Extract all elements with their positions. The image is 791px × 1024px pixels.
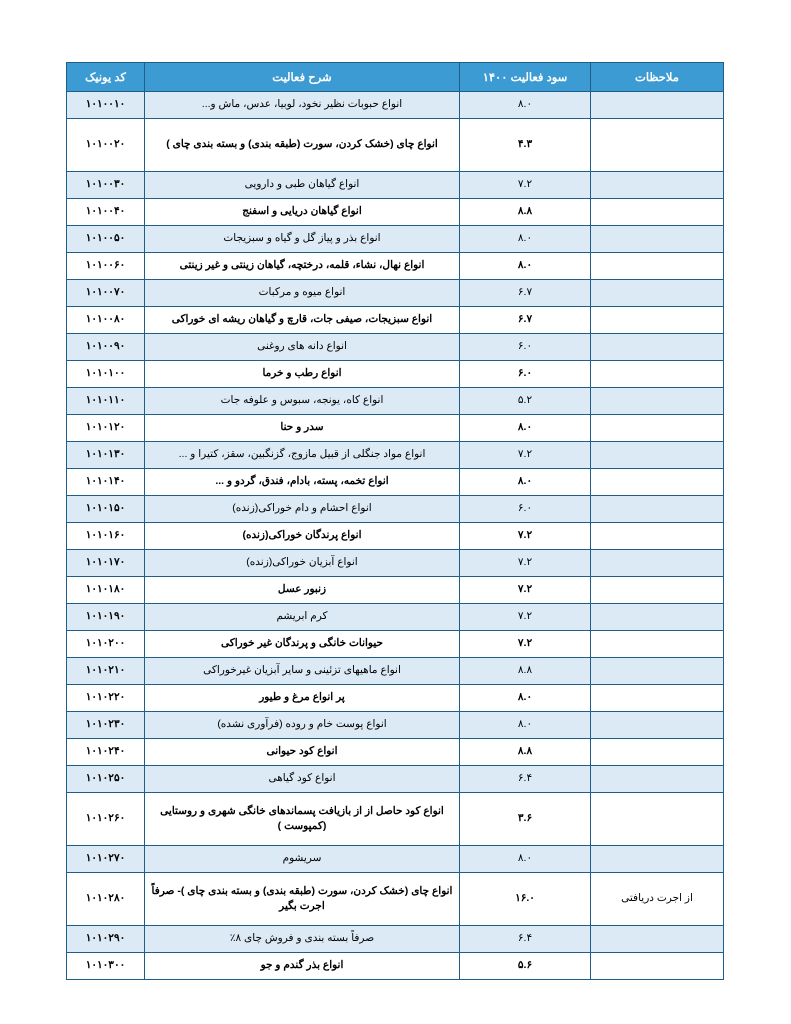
cell-description: انواع حبوبات نظیر نخود، لوبیا، عدس، ماش و...	[145, 92, 460, 119]
cell-profit: ۸.۰	[460, 685, 591, 712]
cell-profit: ۸.۰	[460, 226, 591, 253]
cell-code: ۱۰۱۰۱۵۰	[67, 496, 145, 523]
cell-description: انواع دانه های روغنی	[145, 334, 460, 361]
cell-description: انواع کاه، یونجه، سبوس و علوفه جات	[145, 388, 460, 415]
cell-code: ۱۰۱۰۰۹۰	[67, 334, 145, 361]
cell-code: ۱۰۱۰۰۷۰	[67, 280, 145, 307]
cell-profit: ۸.۰	[460, 712, 591, 739]
table-row	[67, 253, 724, 280]
cell-profit: ۵.۲	[460, 388, 591, 415]
table-row	[67, 550, 724, 577]
cell-code: ۱۰۱۰۱۶۰	[67, 523, 145, 550]
cell-description: سدر و حنا	[145, 415, 460, 442]
cell-description: انواع گیاهان طبی و دارویی	[145, 172, 460, 199]
cell-profit: ۷.۲	[460, 523, 591, 550]
cell-profit: ۸.۸	[460, 658, 591, 685]
cell-code: ۱۰۱۰۲۵۰	[67, 766, 145, 793]
cell-code: ۱۰۱۰۳۰۰	[67, 953, 145, 980]
cell-description: انواع بذر گندم و جو	[145, 953, 460, 980]
cell-profit: ۶.۰	[460, 334, 591, 361]
table-row	[67, 92, 724, 119]
cell-description: انواع نهال، نشاء، قلمه، درختچه، گیاهان زینتی و غیر زینتی	[145, 253, 460, 280]
cell-notes	[591, 658, 724, 685]
cell-notes	[591, 388, 724, 415]
cell-code: ۱۰۱۰۲۹۰	[67, 926, 145, 953]
cell-profit: ۶.۷	[460, 280, 591, 307]
cell-code: ۱۰۱۰۲۲۰	[67, 685, 145, 712]
cell-notes	[591, 172, 724, 199]
cell-notes	[591, 199, 724, 226]
table-row	[67, 307, 724, 334]
column-header-notes: ملاحظات	[591, 63, 724, 92]
cell-code: ۱۰۱۰۱۹۰	[67, 604, 145, 631]
cell-description: انواع بذر و پیاز گل و گیاه و سبزیجات	[145, 226, 460, 253]
cell-notes	[591, 926, 724, 953]
cell-notes	[591, 119, 724, 172]
cell-code: ۱۰۱۰۰۵۰	[67, 226, 145, 253]
cell-profit: ۷.۲	[460, 172, 591, 199]
cell-description: انواع کود حیوانی	[145, 739, 460, 766]
cell-notes	[591, 334, 724, 361]
cell-code: ۱۰۱۰۲۷۰	[67, 846, 145, 873]
cell-notes	[591, 577, 724, 604]
table-row	[67, 739, 724, 766]
cell-code: ۱۰۱۰۰۳۰	[67, 172, 145, 199]
table-row	[67, 577, 724, 604]
cell-notes	[591, 712, 724, 739]
cell-code: ۱۰۱۰۰۲۰	[67, 119, 145, 172]
table-row	[67, 172, 724, 199]
cell-code: ۱۰۱۰۲۴۰	[67, 739, 145, 766]
cell-description: انواع چای (خشک کردن، سورت (طبقه بندی) و بسته بندی چای )- صرفاً اجرت بگیر	[145, 873, 460, 926]
cell-code: ۱۰۱۰۰۴۰	[67, 199, 145, 226]
cell-description: صرفاً بسته بندی و فروش چای ۸٪	[145, 926, 460, 953]
table-row	[67, 388, 724, 415]
cell-notes	[591, 739, 724, 766]
table-row	[67, 119, 724, 172]
cell-notes	[591, 685, 724, 712]
activity-table-container	[67, 62, 724, 980]
table-row	[67, 766, 724, 793]
cell-code: ۱۰۱۰۲۶۰	[67, 793, 145, 846]
cell-description: سریشوم	[145, 846, 460, 873]
cell-profit: ۷.۲	[460, 631, 591, 658]
cell-code: ۱۰۱۰۰۱۰	[67, 92, 145, 119]
cell-description: انواع چای (خشک کردن، سورت (طبقه بندی) و بسته بندی چای )	[145, 119, 460, 172]
cell-notes	[591, 442, 724, 469]
cell-description: انواع آبزیان خوراکی(زنده)	[145, 550, 460, 577]
table-row	[67, 926, 724, 953]
cell-notes: از اجرت دریافتی	[591, 873, 724, 926]
cell-description: کرم ابریشم	[145, 604, 460, 631]
column-header-profit: سود فعالیت ۱۴۰۰	[460, 63, 591, 92]
table-row	[67, 685, 724, 712]
cell-notes	[591, 307, 724, 334]
cell-code: ۱۰۱۰۰۸۰	[67, 307, 145, 334]
column-header-description: شرح فعالیت	[145, 63, 460, 92]
cell-code: ۱۰۱۰۲۸۰	[67, 873, 145, 926]
cell-notes	[591, 766, 724, 793]
cell-notes	[591, 846, 724, 873]
table-row	[67, 442, 724, 469]
table-row	[67, 793, 724, 846]
table-row	[67, 469, 724, 496]
table-row	[67, 361, 724, 388]
cell-profit: ۳.۶	[460, 793, 591, 846]
table-row	[67, 496, 724, 523]
table-row	[67, 631, 724, 658]
table-row	[67, 334, 724, 361]
table-row	[67, 604, 724, 631]
cell-profit: ۸.۸	[460, 739, 591, 766]
cell-description: انواع میوه و مرکبات	[145, 280, 460, 307]
table-row	[67, 226, 724, 253]
cell-notes	[591, 550, 724, 577]
cell-description: انواع مواد جنگلی از قبیل مازوج، گزنگبین، سقز، کتیرا و ...	[145, 442, 460, 469]
cell-profit: ۸.۰	[460, 92, 591, 119]
cell-description: انواع ماهیهای تزئینی و سایر آبزیان غیرخوراکی	[145, 658, 460, 685]
cell-notes	[591, 953, 724, 980]
cell-profit: ۸.۰	[460, 415, 591, 442]
cell-profit: ۸.۸	[460, 199, 591, 226]
cell-profit: ۶.۴	[460, 926, 591, 953]
cell-profit: ۷.۲	[460, 604, 591, 631]
table-header	[67, 63, 724, 92]
cell-notes	[591, 793, 724, 846]
cell-profit: ۸.۰	[460, 846, 591, 873]
cell-description: انواع پرندگان خوراکی(زنده)	[145, 523, 460, 550]
cell-description: انواع کود حاصل از از بازیافت پسماندهای خانگی شهری و روستایی (کمپوست )	[145, 793, 460, 846]
cell-notes	[591, 280, 724, 307]
cell-notes	[591, 415, 724, 442]
cell-code: ۱۰۱۰۲۰۰	[67, 631, 145, 658]
cell-profit: ۷.۲	[460, 442, 591, 469]
cell-profit: ۷.۲	[460, 550, 591, 577]
cell-notes	[591, 496, 724, 523]
cell-code: ۱۰۱۰۲۱۰	[67, 658, 145, 685]
table-row	[67, 199, 724, 226]
cell-description: انواع پوست خام و روده (فرآوری نشده)	[145, 712, 460, 739]
cell-code: ۱۰۱۰۱۰۰	[67, 361, 145, 388]
cell-code: ۱۰۱۰۱۲۰	[67, 415, 145, 442]
cell-profit: ۱۶.۰	[460, 873, 591, 926]
table-row	[67, 873, 724, 926]
table-row	[67, 846, 724, 873]
table-row	[67, 523, 724, 550]
cell-notes	[591, 604, 724, 631]
cell-description: حیوانات خانگی و پرندگان غیر خوراکی	[145, 631, 460, 658]
table-header-row	[67, 63, 724, 92]
cell-profit: ۷.۲	[460, 577, 591, 604]
table-row	[67, 415, 724, 442]
cell-description: انواع تخمه، پسته، بادام، فندق، گردو و ...	[145, 469, 460, 496]
cell-description: انواع کود گیاهی	[145, 766, 460, 793]
cell-code: ۱۰۱۰۱۸۰	[67, 577, 145, 604]
cell-notes	[591, 361, 724, 388]
cell-code: ۱۰۱۰۰۶۰	[67, 253, 145, 280]
table-body	[67, 92, 724, 980]
cell-profit: ۸.۰	[460, 253, 591, 280]
cell-code: ۱۰۱۰۱۷۰	[67, 550, 145, 577]
table-row	[67, 712, 724, 739]
table-row	[67, 953, 724, 980]
cell-description: پر انواع مرغ و طیور	[145, 685, 460, 712]
cell-description: انواع احشام و دام خوراکی(زنده)	[145, 496, 460, 523]
cell-description: انواع رطب و خرما	[145, 361, 460, 388]
cell-profit: ۶.۴	[460, 766, 591, 793]
cell-notes	[591, 226, 724, 253]
cell-profit: ۴.۳	[460, 119, 591, 172]
cell-profit: ۶.۰	[460, 361, 591, 388]
cell-profit: ۶.۷	[460, 307, 591, 334]
cell-notes	[591, 253, 724, 280]
cell-description: زنبور عسل	[145, 577, 460, 604]
cell-profit: ۵.۶	[460, 953, 591, 980]
cell-notes	[591, 631, 724, 658]
activity-table	[66, 62, 724, 980]
cell-notes	[591, 469, 724, 496]
cell-code: ۱۰۱۰۱۳۰	[67, 442, 145, 469]
column-header-code: کد یونیک	[67, 63, 145, 92]
cell-code: ۱۰۱۰۱۴۰	[67, 469, 145, 496]
cell-profit: ۸.۰	[460, 469, 591, 496]
cell-profit: ۶.۰	[460, 496, 591, 523]
cell-code: ۱۰۱۰۲۳۰	[67, 712, 145, 739]
table-row	[67, 280, 724, 307]
cell-description: انواع سبزیجات، صیفی جات، قارچ و گیاهان ریشه ای خوراکی	[145, 307, 460, 334]
cell-code: ۱۰۱۰۱۱۰	[67, 388, 145, 415]
table-row	[67, 658, 724, 685]
cell-notes	[591, 92, 724, 119]
cell-description: انواع گیاهان دریایی و اسفنج	[145, 199, 460, 226]
cell-notes	[591, 523, 724, 550]
